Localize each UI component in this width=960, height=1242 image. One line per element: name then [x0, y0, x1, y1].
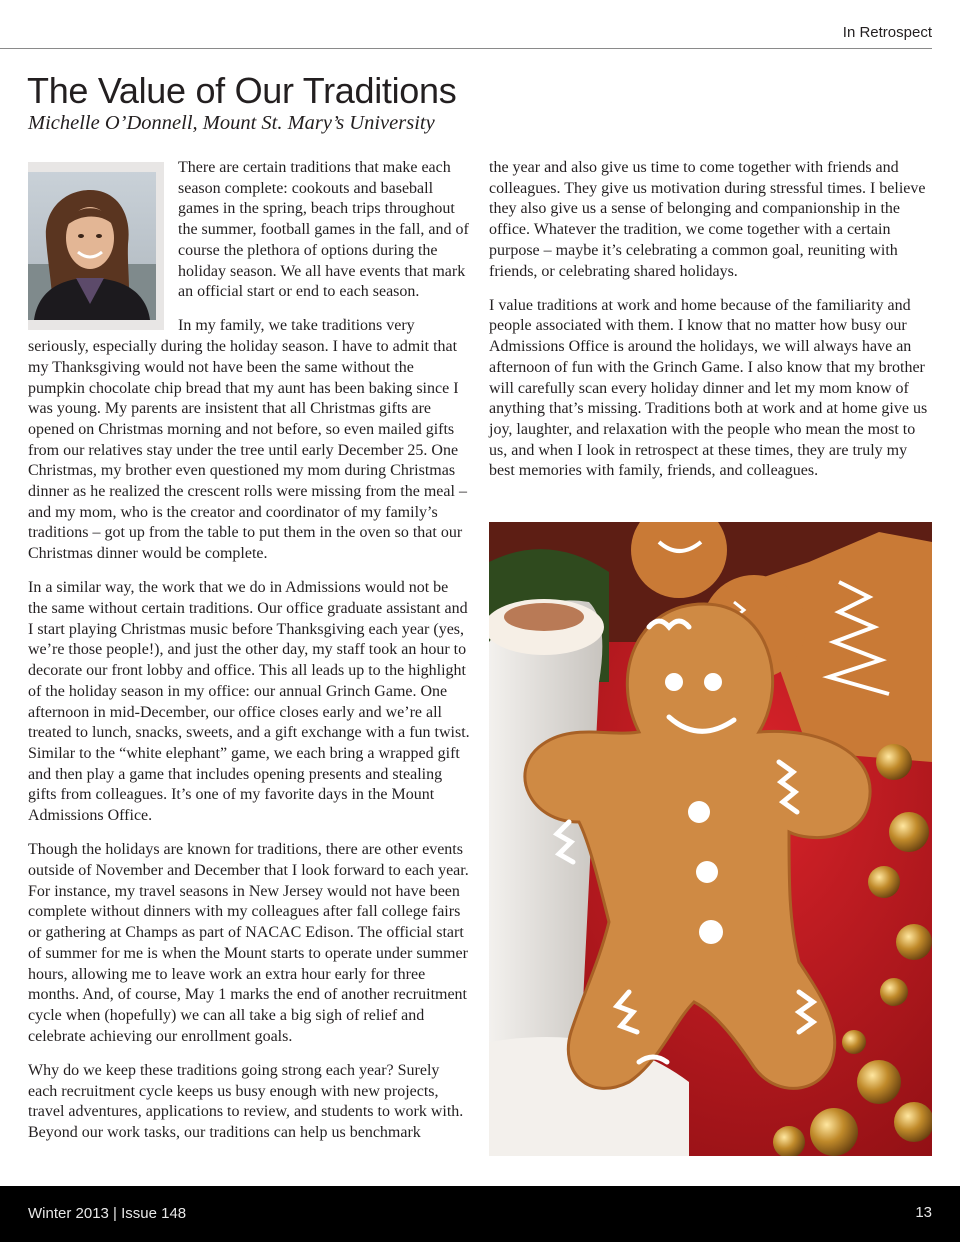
article-byline: Michelle O’Donnell, Mount St. Mary’s University [28, 112, 435, 134]
section-label: In Retrospect [842, 24, 932, 41]
paragraph: the year and also give us time to come together with friends and colleagues. They give us motivation during stressful times. I believe they also give us a sense of belonging and companionship in the office. Whatever the tradition, we come together with a certain purpose – maybe it’s celebrating a common goal, reuniting with friends, or celebrating shared holidays. [489, 159, 926, 280]
author-portrait-image [28, 172, 156, 320]
issue-label: Winter 2013 | Issue 148 [28, 1205, 187, 1222]
paragraph: Why do we keep these traditions going strong each year? Surely each recruitment cycle keeps us busy enough with new projects, travel adventures, applications to review, and students to work with. Beyond our work tasks, our traditions can help us benchmark [28, 1061, 464, 1141]
article-column-right [489, 158, 932, 496]
page-footer [0, 1186, 960, 1242]
paragraph: In a similar way, the work that we do in Admissions would not be the same without certain traditions. Our office graduate assistant and I start playing Christmas music before Thanksgiving each year (yes, we’re those people!), and just the other day, my staff took an hour to decorate our front lobby and office. This all leads up to the highlight of the holiday season in my office: our annual Grinch Game. One afternoon in mid-December, our office closes early and we’re all treated to lunch, snacks, sweets, and a gift exchange with a fun twist. Similar to the “white elephant” game, we each bring a wrapped gift and then play a game that includes opening presents and stealing gifts from colleagues. It’s one of my favorite days in the Mount Admissions Office. [28, 579, 470, 825]
paragraph: There are certain traditions that make each season complete: cookouts and baseball games in the spring, beach trips throughout the summer, football games in the fall, and of course the plethora of options during the holiday season. We all have events that mark an official start or end to each season. [178, 159, 469, 301]
gingerbread-cookie-image [489, 522, 932, 1156]
gingerbread-photo [489, 522, 932, 1156]
paragraph: In my family, we take traditions very seriously, especially during the holiday season. I have to admit that my Thanksgiving would not have been the same without the pumpkin chocolate chip bread that my aunt has been baking since I was young. My parents are insistent that all Christmas gifts are opened on Christmas morning and not before, so even mailed gifts from our relatives stay under the tree until early December 25. One Christmas, my brother even questioned my mom during Christmas dinner as he realized the crescent rolls were missing from the meal – and my mom, who is the creator and coordinator of my family’s traditions – got up from the table to put them in the oven so that our Christmas dinner would be complete. [28, 317, 467, 563]
header-rule [0, 48, 932, 49]
paragraph: Though the holidays are known for traditions, there are other events outside of November and December that I look forward to each year. For instance, my travel seasons in New Jersey would not have been complete without dinners with my colleagues after fall college fairs or gathering at Champs as part of NACAC Edison. The official start of summer for me is when the Mount starts to operate under summer hours, allowing me to leave work an extra hour early for three months. And, of course, May 1 marks the end of another recruitment cycle when (hopefully) we can all take a big sigh of relief and celebrate achieving our enrollment goals. [28, 841, 469, 1045]
paragraph: I value traditions at work and home because of the familiarity and people associated with them. I know that no matter how busy our Admissions Office is around the holidays, we will always have an afternoon of fun with the Grinch Game. I also know that my brother will carefully scan every holiday dinner and let my mom know of anything that’s missing. Traditions both at work and at home give us joy, laughter, and relaxation with the people who mean the most to us, and when I look in retrospect at these times, they are truly my best memories with family, friends, and colleagues. [489, 296, 928, 480]
article-column-left [28, 158, 470, 1157]
page-number: 13 [915, 1204, 932, 1221]
article-title: The Value of Our Traditions [27, 70, 457, 111]
author-photo [28, 162, 164, 330]
